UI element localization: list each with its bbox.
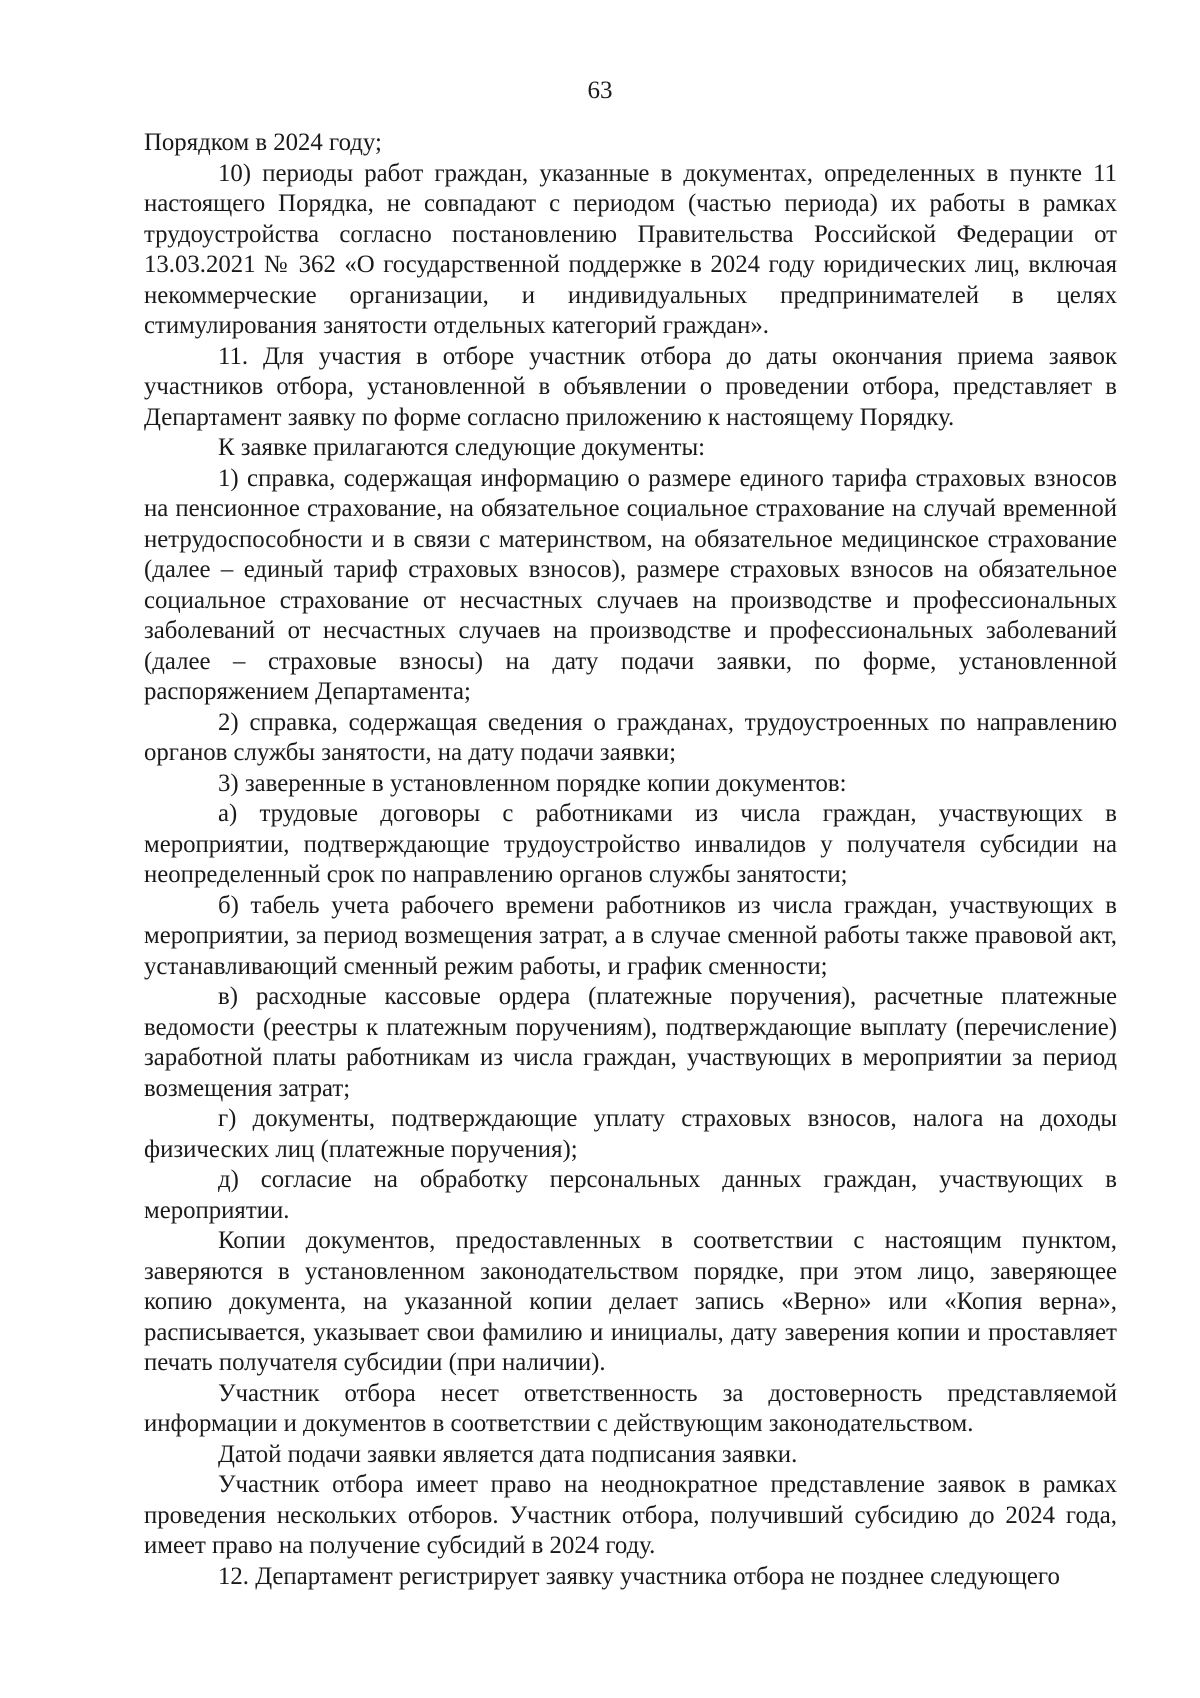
paragraph-clause-11: 11. Для участия в отборе участник отбора до даты окончания приема заявок участников отбора, установленной в объявлении о проведении отбора, представляет в Департамент заявку по форме согласно приложению к настоящему Порядку. — [144, 342, 1117, 431]
paragraph-documents-intro: К заявке прилагаются следующие документы: — [218, 434, 706, 461]
paragraph-doc-2: 2) справка, содержащая сведения о гражданах, трудоустроенных по направлению органов службы занятости, на дату подачи заявки; — [144, 708, 1117, 766]
paragraph-doc-1: 1) справка, содержащая информацию о размере единого тарифа страховых взносов на пенсионное страхование, на обязательное социальное страхование на случай временной нетрудоспособности и в связи с материнством, на обязательное медицинское страхование (далее – единый тариф страховых взносов), размере страховых взносов на обязательное социальное страхование от несчастных случаев на производстве и профессиональных заболеваний от несчастных случаев на производстве и профессиональных заболеваний (далее – страховые взносы) на дату подачи заявки, по форме, установленной распоряжением Департамента; — [144, 464, 1117, 705]
page-number: 63 — [587, 77, 613, 104]
paragraph-item-10: 10) периоды работ граждан, указанные в документах, определенных в пункте 11 настоящего Порядка, не совпадают с периодом (частью периода) их работы в рамках трудоустройства согласно постановлению Правительства Российской Федерации от 13.03.2021 № 362 «О государственной поддержке в 2024 году юридических лиц, включая некоммерческие организации, и индивидуальных предпринимателей в целях стимулирования занятости отдельных категорий граждан». — [144, 159, 1117, 339]
paragraph-doc-3g: г) документы, подтверждающие уплату страховых взносов, налога на доходы физических лиц (платежные поручения); — [144, 1105, 1117, 1163]
paragraph-clause-12: 12. Департамент регистрирует заявку участника отбора не позднее следующего — [218, 1562, 1060, 1590]
document-body — [144, 128, 1117, 1592]
paragraph-copies-certification: Копии документов, предоставленных в соответствии с настоящим пунктом, заверяются в установленном законодательством порядке, при этом лицо, заверяющее копию документа, на указанной копии делает запись «Верно» или «Копия верна», расписывается, указывает свои фамилию и инициалы, дату заверения копии и проставляет печать получателя субсидии (при наличии). — [144, 1227, 1117, 1376]
paragraph-doc-3d: д) согласие на обработку персональных данных граждан, участвующих в мероприятии. — [144, 1166, 1117, 1224]
paragraph-responsibility: Участник отбора несет ответственность за достоверность представляемой информации и документов в соответствии с действующим законодательством. — [144, 1379, 1117, 1437]
paragraph-repeat-applications: Участник отбора имеет право на неоднократное представление заявок в рамках проведения нескольких отборов. Участник отбора, получивший субсидию до 2024 года, имеет право на получение субсидий в 2024 году. — [144, 1471, 1117, 1559]
paragraph-doc-3a: а) трудовые договоры с работниками из числа граждан, участвующих в мероприятии, подтверждающие трудоустройство инвалидов у получателя субсидии на неопределенный срок по направлению органов службы занятости; — [144, 800, 1117, 888]
paragraph-submission-date: Датой подачи заявки является дата подписания заявки. — [218, 1440, 798, 1468]
paragraph-doc-3b: б) табель учета рабочего времени работников из числа граждан, участвующих в мероприятии, за период возмещения затрат, а в случае сменной работы также правовой акт, устанавливающий сменный режим работы, и график сменности; — [144, 891, 1117, 980]
paragraph-continuation: Порядком в 2024 году; — [144, 129, 382, 156]
paragraph-doc-3: 3) заверенные в установленном порядке копии документов: — [218, 769, 847, 797]
paragraph-doc-3v: в) расходные кассовые ордера (платежные поручения), расчетные платежные ведомости (реестры к платежным поручениям), подтверждающие выплату (перечисление) заработной платы работникам из числа граждан, участвующих в мероприятии за период возмещения затрат; — [144, 983, 1117, 1102]
